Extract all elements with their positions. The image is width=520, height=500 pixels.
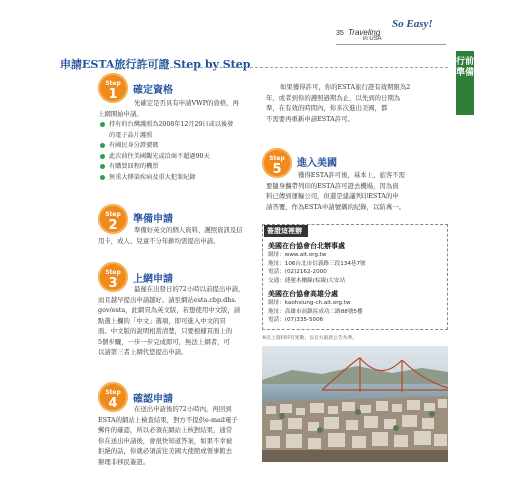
step-3-body (98, 284, 258, 358)
bullet-dot (100, 122, 105, 127)
office-taipei-details (268, 251, 446, 285)
step-5-body (266, 170, 450, 212)
step-4-body-line: 辦理非移民簽證。 (98, 457, 150, 466)
step-1-bullets (100, 120, 260, 183)
update-note: ※以上資料時有異動，以官方最新公告為準。 (262, 336, 358, 341)
step-1-label: Step (105, 80, 121, 87)
step-4-label: Step (105, 389, 121, 396)
step-4-body (98, 404, 258, 467)
step-2-label: Step (105, 211, 121, 218)
header-in-usa: in USA (363, 36, 382, 42)
step-4-title: 確認申請 (133, 394, 173, 405)
golden-gate-bridge-photo (262, 346, 448, 462)
step-4-body-line: 拒絕的話，你就必須前往美國大使館或領事館去 (98, 447, 233, 455)
step-3-body-line: 以請第三者上網代您提出申請。 (98, 348, 188, 356)
right-intro-line: 年，或者到你的護照過期為止，以先到的日期為 (266, 93, 401, 102)
step-1-number: 1 (108, 87, 118, 102)
step-3-number: 3 (108, 276, 118, 291)
step-5-title: 進入美國 (297, 158, 337, 169)
step-3-title: 上網申請 (133, 274, 173, 285)
side-tab: 行前準備 (456, 51, 474, 115)
step-4-body-line: 在送出申請後的72小時內，再回到 (134, 405, 232, 413)
bullet-text: 的電子晶片護照 (109, 131, 153, 139)
step-1-title: 確定資格 (133, 85, 173, 96)
bullet-dot (100, 164, 105, 169)
page-number: 35 (336, 30, 344, 37)
step-5-label: Step (269, 155, 285, 162)
step-3-body-line: 最遲在出發日的72小時以前提出申請， (134, 285, 245, 293)
bullet-dot (100, 154, 105, 159)
step-4-body-line: 你在送出申請後，會很快知道答案，如果不幸被 (98, 436, 233, 445)
step-2-number: 2 (108, 218, 118, 233)
bullet-item (100, 141, 260, 152)
bullet-item (100, 173, 260, 184)
bullet-item-continued (100, 131, 260, 142)
bullet-dot (100, 175, 105, 180)
bullet-text: 有國民身分證號碼 (109, 142, 159, 149)
city-bay-illustration (262, 346, 448, 462)
step-5-body-line: 獲得ESTA許可後，基本上，旅客不需 (298, 171, 406, 179)
section-title: 申請ESTA旅行許可證 Step by Step (60, 58, 251, 71)
step-4-number: 4 (108, 396, 118, 411)
header-traveling: Traveling (348, 28, 381, 37)
step-3-body-line: 5個步驟，一步一步完成即可，無法上網者，可 (98, 337, 230, 346)
office-detail-line: 地址：高雄市前鎮區成功二路88號5樓 (268, 308, 363, 315)
section-title-wrap (60, 53, 250, 72)
step-2-title: 準備申請 (133, 214, 173, 225)
step-2-body (98, 225, 258, 246)
step-3-body-line: 點選上欄的「中文」選項，即可進入中文的頁 (98, 316, 226, 325)
bullet-dot (100, 143, 105, 148)
office-detail-line: 網址：kaohsiung-ch.ait.org.tw (268, 300, 351, 306)
office-detail-line: 交通：捷運木柵線(棕線)大安站 (268, 277, 346, 284)
office-detail-line: 網址：www.ait.org.tw (268, 252, 327, 258)
office-kaohsiung-details (268, 299, 446, 325)
header-rule (336, 44, 446, 45)
office-detail-line: 電話：(07)335-5006 (268, 317, 324, 323)
running-header (300, 14, 450, 48)
header-so-easy-logo: So Easy! (392, 18, 433, 30)
office-kaohsiung-name: 美國在台協會高雄分處 (268, 290, 338, 298)
step-2-body-line: 準備好英文的個人資料、護照資訊及信 (134, 226, 243, 234)
title-divider (60, 67, 448, 68)
step-2-body-line: 用卡，成人、兒童不分年齡均需提出申請。 (98, 236, 220, 245)
office-detail-line: 電話：(02)2162-2000 (268, 269, 327, 275)
step-4-body-line: ESTA的網站上檢查結果，對方不提供e-mail電子 (98, 415, 238, 424)
step-5-body-line: 要隨身攜帶列印的ESTA許可證去機場，因為資 (266, 181, 399, 190)
step-3-body-line: gov/esta，此網頁為英文版，若想使用中文版，請 (98, 306, 241, 314)
step-5-body-line: 料已傳到運輸公司，但還是建議列印ESTA的申 (266, 192, 399, 200)
office-detail-line: 地址：106台北市信義路三段134巷7號 (268, 260, 366, 267)
step-5-number: 5 (272, 162, 282, 177)
bullet-text: 無重大傳染疾病及重大犯罪紀錄 (109, 173, 196, 181)
bullet-item (100, 152, 260, 163)
step-5-body-line: 請答覆，作為ESTA申請號碼的紀錄，以防萬一。 (266, 202, 405, 211)
step-1-body-line: 先確定是否具有申請VWP的資格，再 (134, 99, 239, 107)
office-taipei-name: 美國在台協會台北辦事處 (268, 242, 345, 250)
bullet-item (100, 120, 260, 131)
step-1-body-line: 上網開始申請。 (98, 109, 143, 118)
step-1-body (98, 98, 248, 119)
bullet-text: 此次前往美國觀光或洽商不超過90天 (109, 152, 210, 160)
right-intro-line: 如果獲得許可，你的ESTA旅行證有效期限為2 (280, 83, 411, 91)
right-intro-line: 準，在有效的時間內，你多次進出美國，都 (266, 104, 388, 112)
bullet-text: 持有的台灣護照為2008年12月29日或以後發 (109, 121, 234, 128)
step-3-body-line: 而且越早提出申請越好。請至網站esta.cbp.dhs. (98, 295, 237, 304)
step-3-body-line: 面。中文版的說明相當清楚，只要根據頁面上的 (98, 327, 233, 335)
step-4-body-line: 郵件的確認，所以必須在網站上核對結果，通常 (98, 426, 233, 434)
bullet-text: 有購買回程的機票 (109, 163, 159, 170)
bullet-item (100, 162, 260, 173)
visa-info-heading: 簽證這裡辦 (264, 225, 308, 237)
right-intro-line: 不需要再重新申請ESTA許可。 (266, 114, 354, 123)
right-intro (266, 82, 450, 124)
step-3-label: Step (105, 269, 121, 276)
